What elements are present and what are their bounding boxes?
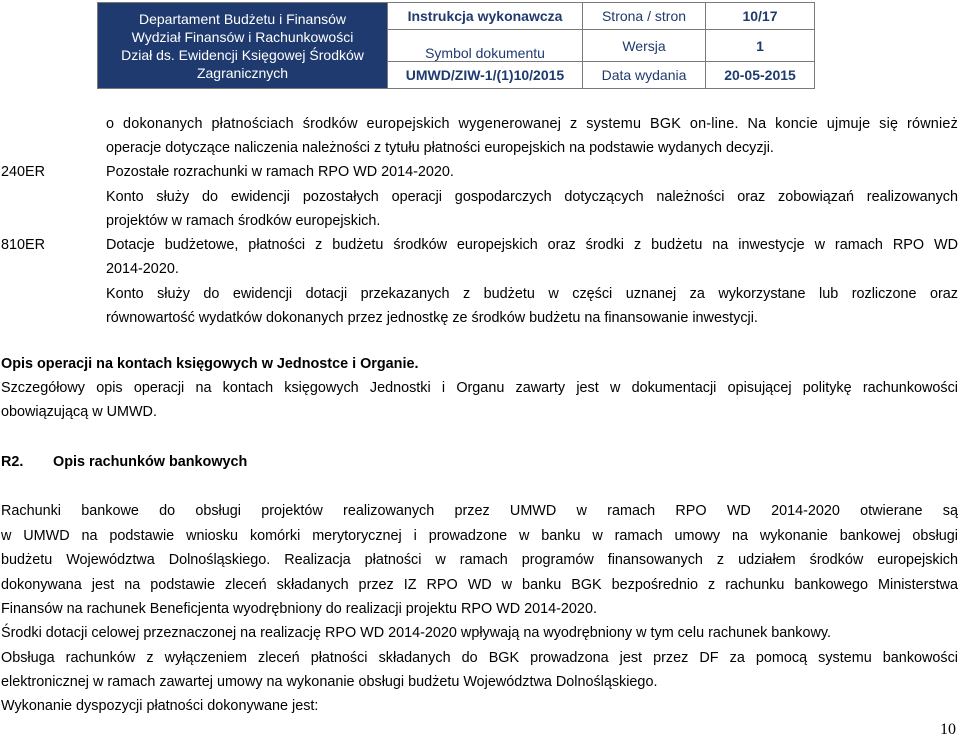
paragraph-line: elektronicznej w ramach zawartej umowy na wykonanie obsługi budżetu Województwa Dolnośląskiego. [1, 674, 658, 690]
account-title: Dotacje budżetowe, płatności z budżetu środków europejskich oraz środki z budżetu na inwestycje w ramach RPO WD [106, 237, 958, 253]
paragraph-line: Konto służy do ewidencji dotacji przekazanych z budżetu w części uznanej za wykorzystane lub rozliczone oraz [106, 286, 958, 302]
date-label: Data wydania [583, 62, 706, 89]
page-value: 10/17 [706, 3, 815, 30]
paragraph-line: projektów w ramach środków europejskich. [106, 213, 381, 229]
paragraph-line: dokonywana jest na podstawie zleceń składanych przez IZ RPO WD w banku BGK bezpośrednio z rachunku bankowego Ministerstwa [1, 577, 958, 593]
document-header [97, 2, 815, 89]
paragraph-line: budżetu Województwa Dolnośląskiego. Realizacja płatności w ramach programów finansowanych z udziałem środków europejskich [1, 552, 958, 568]
paragraph-line: o dokonanych płatnościach środków europejskich wygenerowanej z systemu BGK on-line. Na koncie ujmuje się również [106, 116, 958, 132]
account-code-810er: 810ER [1, 237, 46, 253]
account-code-240er: 240ER [1, 164, 46, 180]
paragraph-line: operacje dotyczące naliczenia należności z tytułu płatności europejskich na podstawie wydanych decyzji. [106, 140, 774, 156]
paragraph-line: Wykonanie dyspozycji płatności dokonywane jest: [1, 698, 319, 714]
department-name: Departament Budżetu i Finansów [139, 10, 346, 27]
paragraph-line: obowiązującą w UMWD. [1, 404, 157, 420]
account-title: Pozostałe rozrachunki w ramach RPO WD 2014-2020. [106, 164, 454, 180]
paragraph-line: równowartość wydatków dokonanych przez jednostkę ze środków budżetu na finansowanie inwestycji. [106, 310, 758, 326]
page-label: Strona / stron [583, 3, 706, 30]
document-type: Instrukcja wykonawcza [388, 3, 583, 30]
paragraph-line: Środki dotacji celowej przeznaczonej na realizację RPO WD 2014-2020 wpływają na wyodrębniony w tym celu rachunek bankowy. [1, 625, 832, 641]
paragraph-line: Obsługa rachunków z wyłączeniem zleceń płatności składanych do BGK prowadzona jest przez DF za pomocą systemu bankowości [1, 650, 958, 666]
paragraph-line: Szczegółowy opis operacji na kontach księgowych Jednostki i Organu zawarty jest w dokumentacji opisującej politykę rachunkowości [1, 380, 958, 396]
paragraph-line: w UMWD na podstawie wniosku komórki merytorycznej i prowadzone w banku w ramach umowy na wykonanie bankowej obsługi [1, 528, 958, 544]
version-label: Wersja [583, 30, 706, 62]
version-value: 1 [706, 30, 815, 62]
section-name: Dział ds. Ewidencji Księgowej Środków [121, 46, 364, 63]
section-name-cont: Zagranicznych [196, 64, 289, 81]
section-heading: Opis operacji na kontach księgowych w Jednostce i Organie. [1, 356, 419, 372]
page-number: 10 [940, 721, 956, 738]
section-heading: Opis rachunków bankowych [53, 454, 248, 470]
section-number: R2. [1, 454, 24, 470]
date-value: 20-05-2015 [706, 62, 815, 89]
division-name: Wydział Finansów i Rachunkowości [131, 28, 354, 45]
symbol-value: UMWD/ZIW-1/(1)10/2015 [388, 62, 583, 89]
paragraph-line: Rachunki bankowe do obsługi projektów realizowanych przez UMWD w ramach RPO WD 2014-2020 otwierane są [1, 503, 958, 519]
paragraph-line: Konto służy do ewidencji pozostałych operacji gospodarczych dotyczących należności oraz zobowiązań realizowanych [106, 189, 958, 205]
paragraph-line: Finansów na rachunek Beneficjenta wyodrębniony do realizacji projektu RPO WD 2014-2020. [1, 601, 597, 617]
symbol-label: Symbol dokumentu [388, 30, 583, 62]
department-block [98, 3, 388, 89]
paragraph-line: 2014-2020. [106, 261, 179, 277]
